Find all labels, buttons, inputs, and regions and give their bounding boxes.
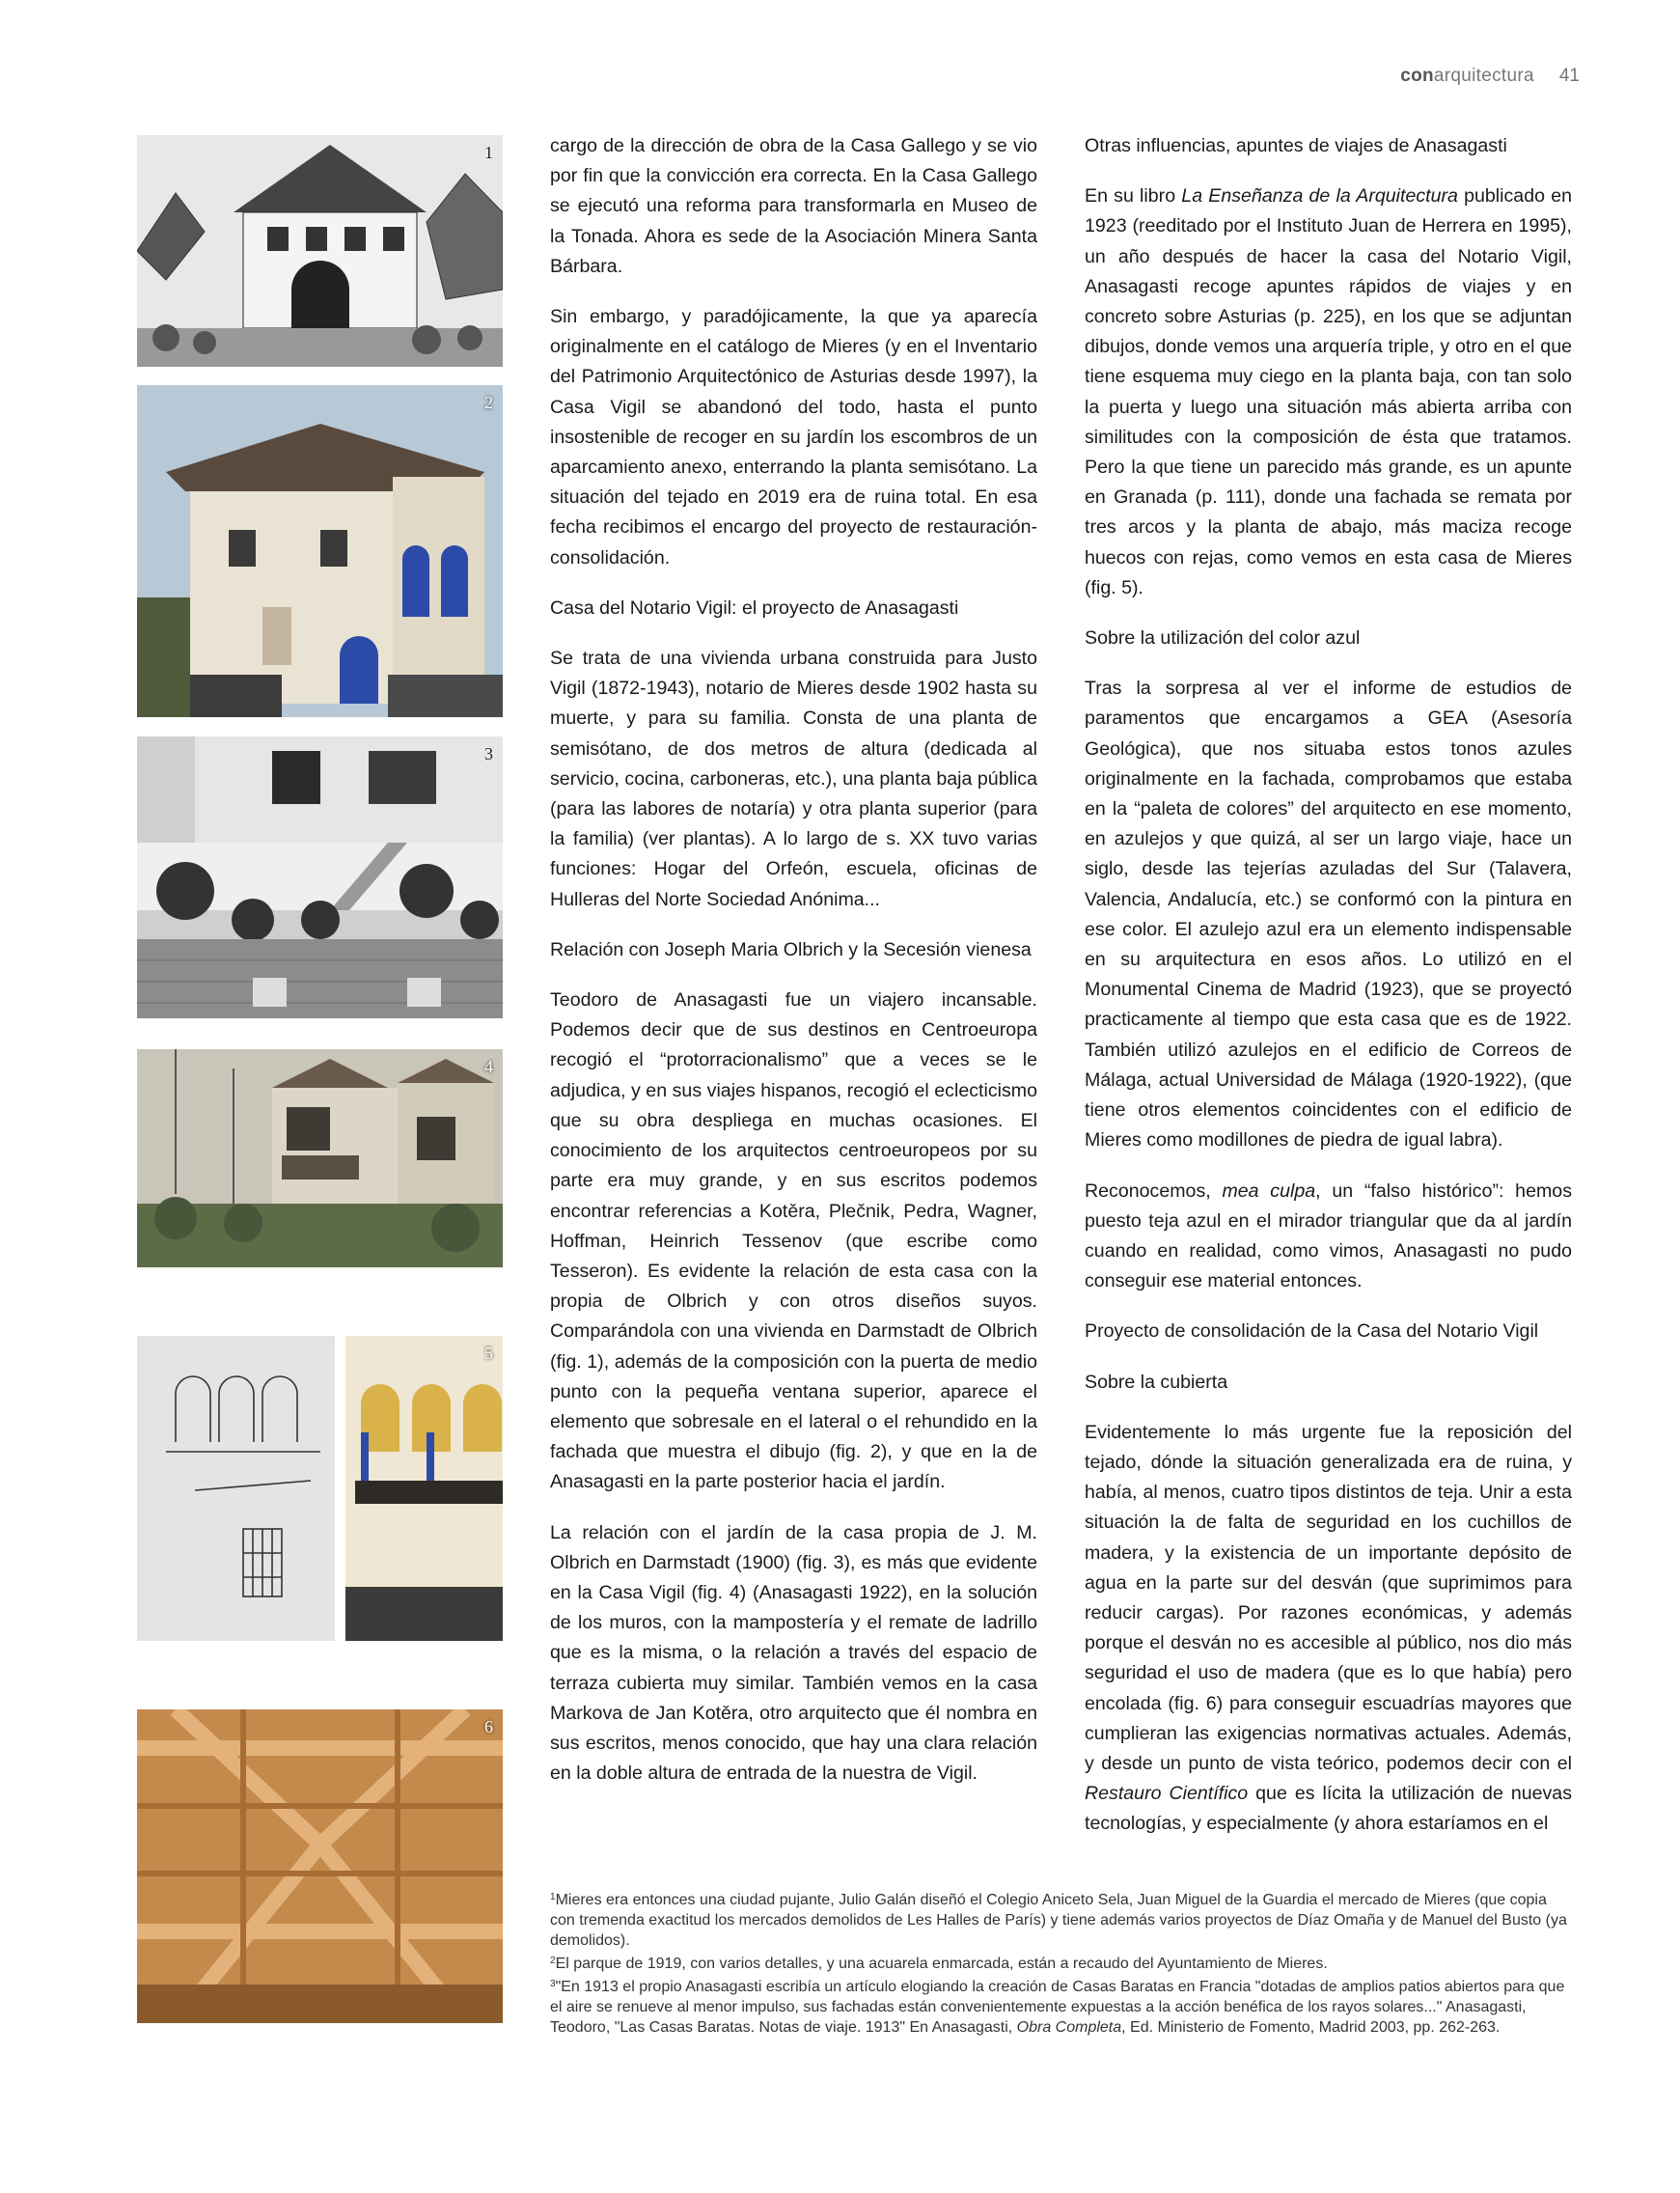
figure-number: 1 bbox=[484, 143, 493, 162]
paragraph: Se trata de una vivienda urbana construida para Justo Vigil (1872-1943), notario de Mieres desde 1902 hasta su muerte, y para su familia. Consta de una planta de semisótano, de dos metros de altura (dedicada al servicio, cocina, carboneras, etc.), una planta baja pública (para las labores de notaría) y otra planta superior (para la familia) (ver plantas). A lo largo de s. XX tuvo varias funciones: Hogar del Orfeón, escuela, oficinas de Hulleras del Norte Sociedad Anónima... bbox=[550, 648, 1037, 910]
section-heading: Proyecto de consolidación de la Casa del Notario Vigil bbox=[1085, 1320, 1539, 1343]
paragraph: Evidentemente lo más urgente fue la reposición del tejado, dónde la situación generalizada era de ruina, y había, al menos, cuatro tipos distintos de teja. Unir a esta situación la de falta de seguridad en los cuchillos de madera, y la existencia de un importante depósito de agua en la parte sur del desván (que suprimimos para reducir cargas). Por razones económicas, y además porque el desván no es accesible al público, nos dio más seguridad el uso de madera (que es lo que había) pero encolada (fig. 6) para conseguir escuadrías mayores que cumplieran las exigencias normativas actuales. Además, y desde un punto de vista teórico, podemos decir con el Restauro Científico que es lícita la utilización de nuevas tecnologías, y especialmente (y ahora estaríamos en el bbox=[1085, 1421, 1573, 1835]
section-heading: Casa del Notario Vigil: el proyecto de Anasagasti bbox=[550, 597, 959, 619]
figure-4-casa-vigil-historic-photo bbox=[137, 1049, 503, 1267]
figure-number: 2 bbox=[484, 393, 493, 412]
page-number: 41 bbox=[1558, 66, 1580, 86]
text-column-middle bbox=[550, 131, 1037, 1809]
paragraph: En su libro La Enseñanza de la Arquitectura publicado en 1923 (reeditado por el Instituto Juan de Herrera en 1995), un año después de hacer la casa del Notario Vigil, Anasagasti recoge apuntes rápidos de viajes y en concreto sobre Asturias (p. 225), en los que se adjuntan dibujos, donde vemos una arquería triple, y otro en el que tiene esquema muy ciego en la planta baja, con tan solo la puerta y luego una situación más abierta arriba con similitudes con la composición de ésta que tratamos. Pero la que tiene un parecido más grande, es un apunte en Granada (p. 111), donde una fachada se remata por tres arcos y la planta de abajo, más maciza recoge huecos con rejas, como vemos en esta casa de Mieres (fig. 5). bbox=[1085, 185, 1572, 598]
subsection-heading: Sobre la cubierta bbox=[1085, 1371, 1228, 1393]
emphasis: Restauro Científico bbox=[1085, 1783, 1249, 1805]
emphasis: mea culpa bbox=[1222, 1180, 1316, 1202]
figure-6-timber-roof-photo bbox=[137, 1709, 503, 2023]
figure-5-sketch-and-photo bbox=[137, 1336, 503, 1641]
paragraph: Teodoro de Anasagasti fue un viajero incansable. Podemos decir que de sus destinos en Centroeuropa recogió el “protorracionalismo” que a veces se le adjudica, y en sus viajes hispanos, recogió el eclecticismo que su obra despliega en muchas ocasiones. El conocimiento de los arquitectos centroeuropeos por su parte era muy grande, y en sus escritos podemos encontrar referencias a Kotěra, Plečnik, Pedra, Wagner, Hoffman, Heinrich Tessenov (que escribe como Tesseron). Es evidente la relación de esta casa con la propia de Olbrich y con otros diseños suyos. Comparándola con una vivienda en Darmstadt de Olbrich (fig. 1), además de la composición con la puerta de medio punto con la pequeña ventana superior, aparece el elemento que sobresale en el lateral o el rehundido en la fachada que muestra el dibujo (fig. 2), y que en la de Anasagasti en la parte posterior hacia el jardín. bbox=[550, 989, 1037, 1493]
footnotes bbox=[550, 1887, 1571, 2038]
book-title: La Enseñanza de la Arquitectura bbox=[1181, 185, 1458, 208]
paragraph: cargo de la dirección de obra de la Casa Gallego y se vio por fin que la convicción era correcta. En la Casa Gallego se ejecutó una reforma para transformarla en Museo de la Tonada. Ahora es sede de la Asociación Minera Santa Bárbara. bbox=[550, 135, 1037, 277]
paragraph: Tras la sorpresa al ver el informe de estudios de paramentos que encargamos a GEA (Asesoría Geológica), que nos situaba estos tonos azules originalmente en la fachada, comprobamos que estaba en la “paleta de colores” del arquitecto en ese momento, en azulejos y que quizá, al ser un largo viaje, hace un siglo, desde las tejerías azuladas del Sur (Talavera, Valencia, Andalucía, etc.) se conformó con la pintura en ese color. El azulejo azul era un elemento indispensable en su arquitectura en esos años. Lo utilizó en el Monumental Cinema de Madrid (1923), que se proyectó practicamente al tiempo que esta casa que es de 1922. También utilizó azulejos en el edificio de Correos de Málaga, actual Universidad de Málaga (1920-1922), (que tiene otros elementos coincidentes con el edificio de Mieres como modillones de piedra de igual labra). bbox=[1085, 678, 1572, 1152]
running-header bbox=[1400, 66, 1580, 87]
section-heading: Sobre la utilización del color azul bbox=[1085, 627, 1361, 650]
figure-2-casa-vigil-photo bbox=[137, 385, 503, 717]
footnote: $^3$"En 1913 el propio Anasagasti escribía un artículo elogiando la creación de Casas Baratas en Francia "dotadas de amplios patios abiertos para que el aire se renueve al menor impulso, sus fachadas están convenientemente expuestas a la acción benéfica de los rayos solares..." Anasagasti, Teodoro, "Las Casas Baratas. Notas de viaje. 1913" En Anasagasti, Obra Completa, Ed. Ministerio de Fomento, Madrid 2003, pp. 262-263. bbox=[550, 1979, 1565, 2036]
figure-1-olbrich-house-drawing bbox=[137, 135, 503, 367]
paragraph: Reconocemos, mea culpa, un “falso histórico”: hemos puesto teja azul en el mirador triangular que da al jardín cuando en realidad, como vimos, Anasagasti no pudo conseguir ese material entonces. bbox=[1085, 1180, 1572, 1292]
figure-number: 6 bbox=[484, 1717, 493, 1736]
section-heading: Otras influencias, apuntes de viajes de Anasagasti bbox=[1085, 135, 1507, 156]
figure-number: 3 bbox=[484, 744, 493, 763]
paragraph: La relación con el jardín de la casa propia de J. M. Olbrich en Darmstadt (1900) (fig. 3), es más que evidente en la Casa Vigil (fig. 4) (Anasagasti 1922), en la solución de los muros, con la mampostería y el remate de ladrillo que es la misma, o la relación a través del espacio de terraza cubierta muy similar. También vemos en la casa Markova de Jan Kotěra, otro arquitecto que él nombra en sus escritos, menos conocido, que hay una clara relación en la doble altura de entrada de la nuestra de Vigil. bbox=[550, 1521, 1037, 1785]
footnote: $^2$El parque de 1919, con varios detalles, y una acuarela enmarcada, están a recaudo del Ayuntamiento de Mieres. bbox=[550, 1956, 1328, 1972]
figure-3-olbrich-garden-photo bbox=[137, 736, 503, 1018]
text-column-right bbox=[1085, 131, 1572, 1840]
paragraph: Sin embargo, y paradójicamente, la que ya aparecía originalmente en el catálogo de Mieres (y en el Inventario del Patrimonio Arquitectónico de Asturias desde 1997), la Casa Vigil se abandonó del todo, hasta el punto insostenible de recoger en su jardín los escombros de un aparcamiento anexo, enterrando la planta semisótano. La situación del tejado en 2019 era de ruina total. En esa fecha recibimos el encargo del proyecto de restauración-consolidación. bbox=[550, 306, 1037, 569]
figure-number: 4 bbox=[484, 1057, 493, 1076]
footnote: $^1$Mieres era entonces una ciudad pujante, Julio Galán diseñó el Colegio Aniceto Sela, Juan Miguel de la Guardia el mercado de Mieres (que copia con tremenda exactitud los mercados demolidos de Les Halles de París) y tiene además varios proyectos de Díaz Omaña y de Manuel del Busto (ya demolidos). bbox=[550, 1892, 1567, 1949]
figure-number: 5 bbox=[484, 1344, 493, 1363]
journal-brand: conarquitectura bbox=[1400, 66, 1534, 86]
section-heading: Relación con Joseph Maria Olbrich y la Secesión vienesa bbox=[550, 938, 1032, 960]
